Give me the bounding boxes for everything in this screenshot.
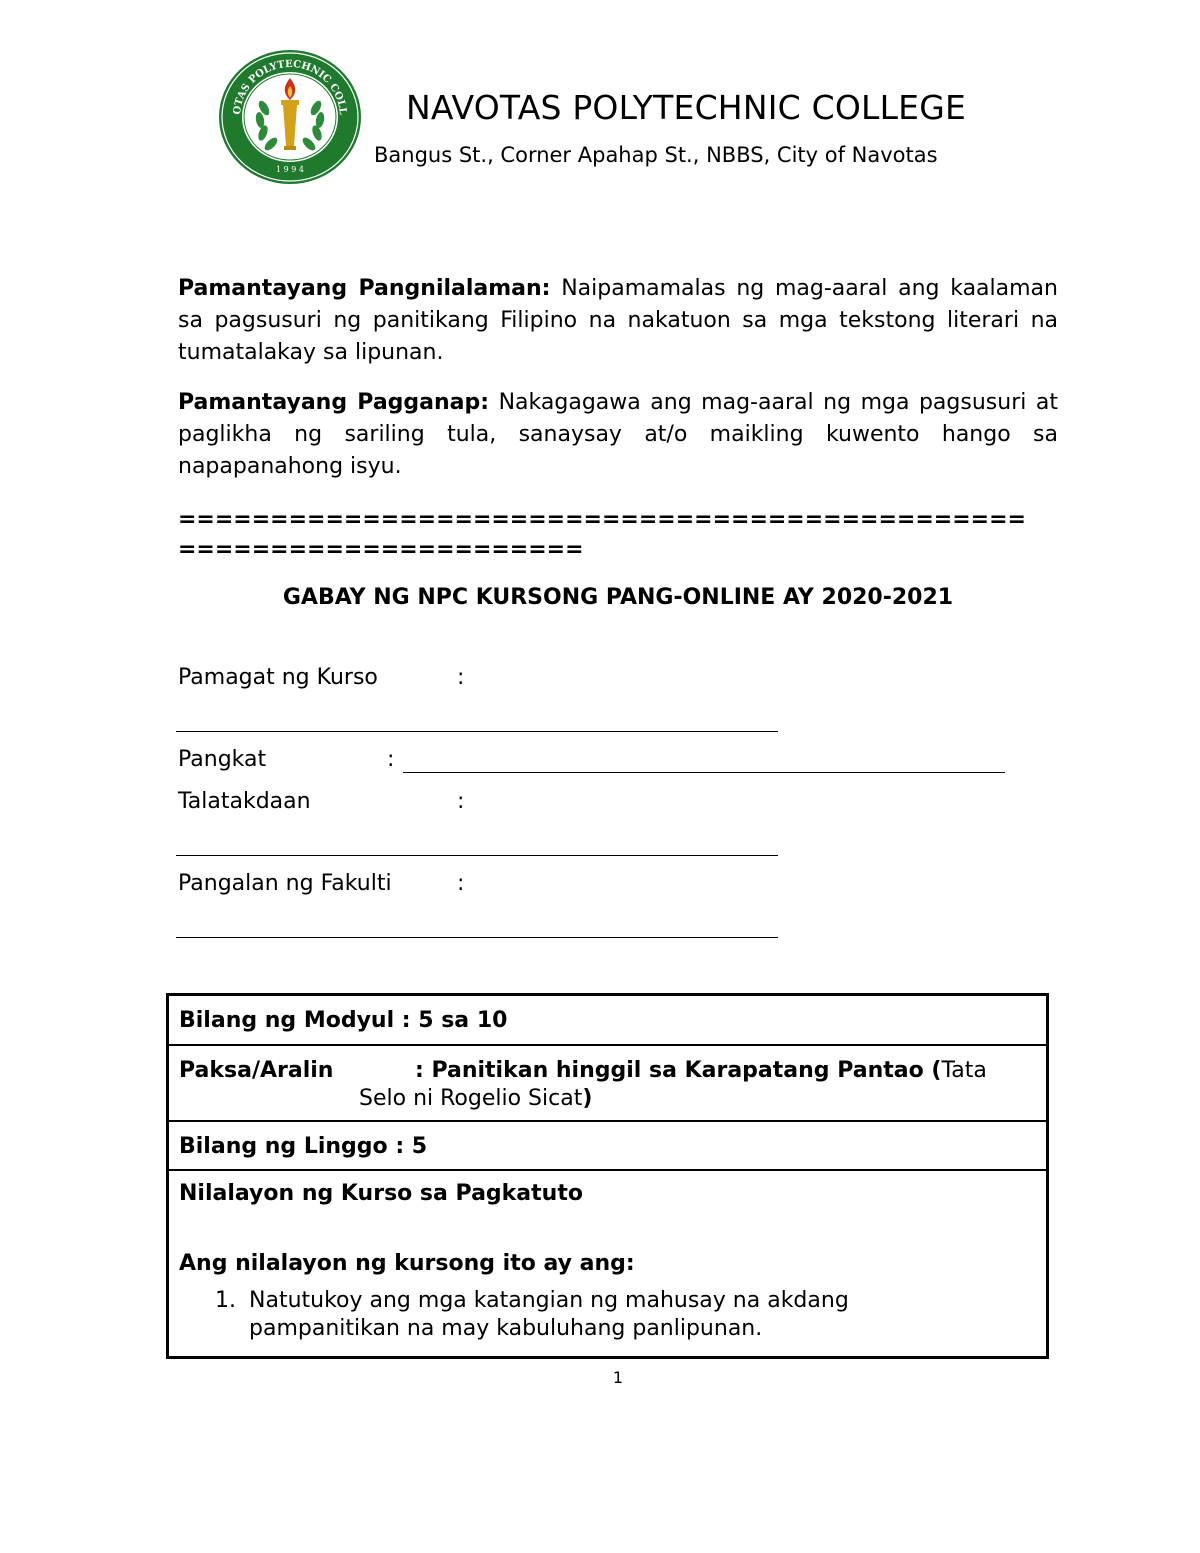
course-title-label: Pamagat ng Kurso [178,665,378,690]
course-title-field[interactable] [176,731,778,732]
schedule-label: Talatakdaan [178,789,311,814]
section-field[interactable] [403,772,1005,773]
schedule-field[interactable] [176,855,778,856]
objectives-cell [169,1171,1046,1359]
topic-title: : Panitikan hinggil sa Karapatang Pantao ( [415,1058,942,1083]
faculty-label: Pangalan ng Fakulti [178,871,392,896]
college-logo [218,48,362,186]
weeks-row [169,1122,1046,1171]
separator-line-2: ====================== [178,537,584,562]
content-standard [178,273,1058,369]
weeks-count: Bilang ng Linggo : 5 [179,1134,428,1159]
schedule-colon: : [457,789,465,814]
college-address: Bangus St., Corner Apahap St., NBBS, City of Navotas [374,143,938,167]
performance-standard-text: Nakagagawa ang mag-aaral ng mga pagsusuri at paglikha ng sariling tula, sanaysay at/o maikling kuwento hango sa napapanahong isyu. [178,390,1058,479]
section-label: Pangkat [178,747,267,772]
module-number-row [169,996,1046,1046]
objective-line-2: pampanitikan na may kabuluhang panlipunan. [249,1316,763,1341]
module-info-table [166,993,1049,1359]
guide-title: GABAY NG NPC KURSONG PANG-ONLINE AY 2020-2021 [282,585,954,610]
course-title-colon: : [457,665,465,690]
content-standard-label: Pamantayang Pangnilalaman: [178,276,551,301]
performance-standard-label: Pamantayang Pagganap: [178,390,490,415]
performance-standard [178,387,1058,483]
page-number: 1 [612,1368,624,1387]
college-name: NAVOTAS POLYTECHNIC COLLEGE [406,88,967,127]
faculty-colon: : [457,871,465,896]
separator-line-1: ============================================== [178,507,1026,532]
objectives-intro: Ang nilalayon ng kursong ito ay ang: [179,1251,635,1276]
topic-work: Tata [941,1058,987,1083]
content-standard-text: Naipamamalas ng mag-aaral ang kaalaman sa pagsusuri ng panitikang Filipino na nakatuon sa mga tekstong literari na tumatalakay sa lipunan. [178,276,1058,365]
topic-work-line2-wrap [359,1086,592,1111]
topic-label: Paksa/Aralin [179,1058,334,1083]
topic-close: ) [582,1086,593,1111]
topic-value [415,1058,987,1083]
logo-year: 1 9 9 4 [276,165,304,174]
objectives-heading: Nilalayon ng Kurso sa Pagkatuto [179,1181,583,1206]
logo-ring-text: OTAS POLYTECHNIC COLL [231,58,349,116]
topic-row [169,1046,1046,1122]
faculty-field[interactable] [176,937,778,938]
objective-number: 1. [215,1288,236,1313]
objective-line-1: Natutukoy ang mga katangian ng mahusay na akdang [249,1288,849,1313]
module-number: Bilang ng Modyul : 5 sa 10 [179,1008,508,1033]
topic-work-line2: Selo ni Rogelio Sicat [359,1086,583,1111]
section-colon: : [387,747,395,772]
